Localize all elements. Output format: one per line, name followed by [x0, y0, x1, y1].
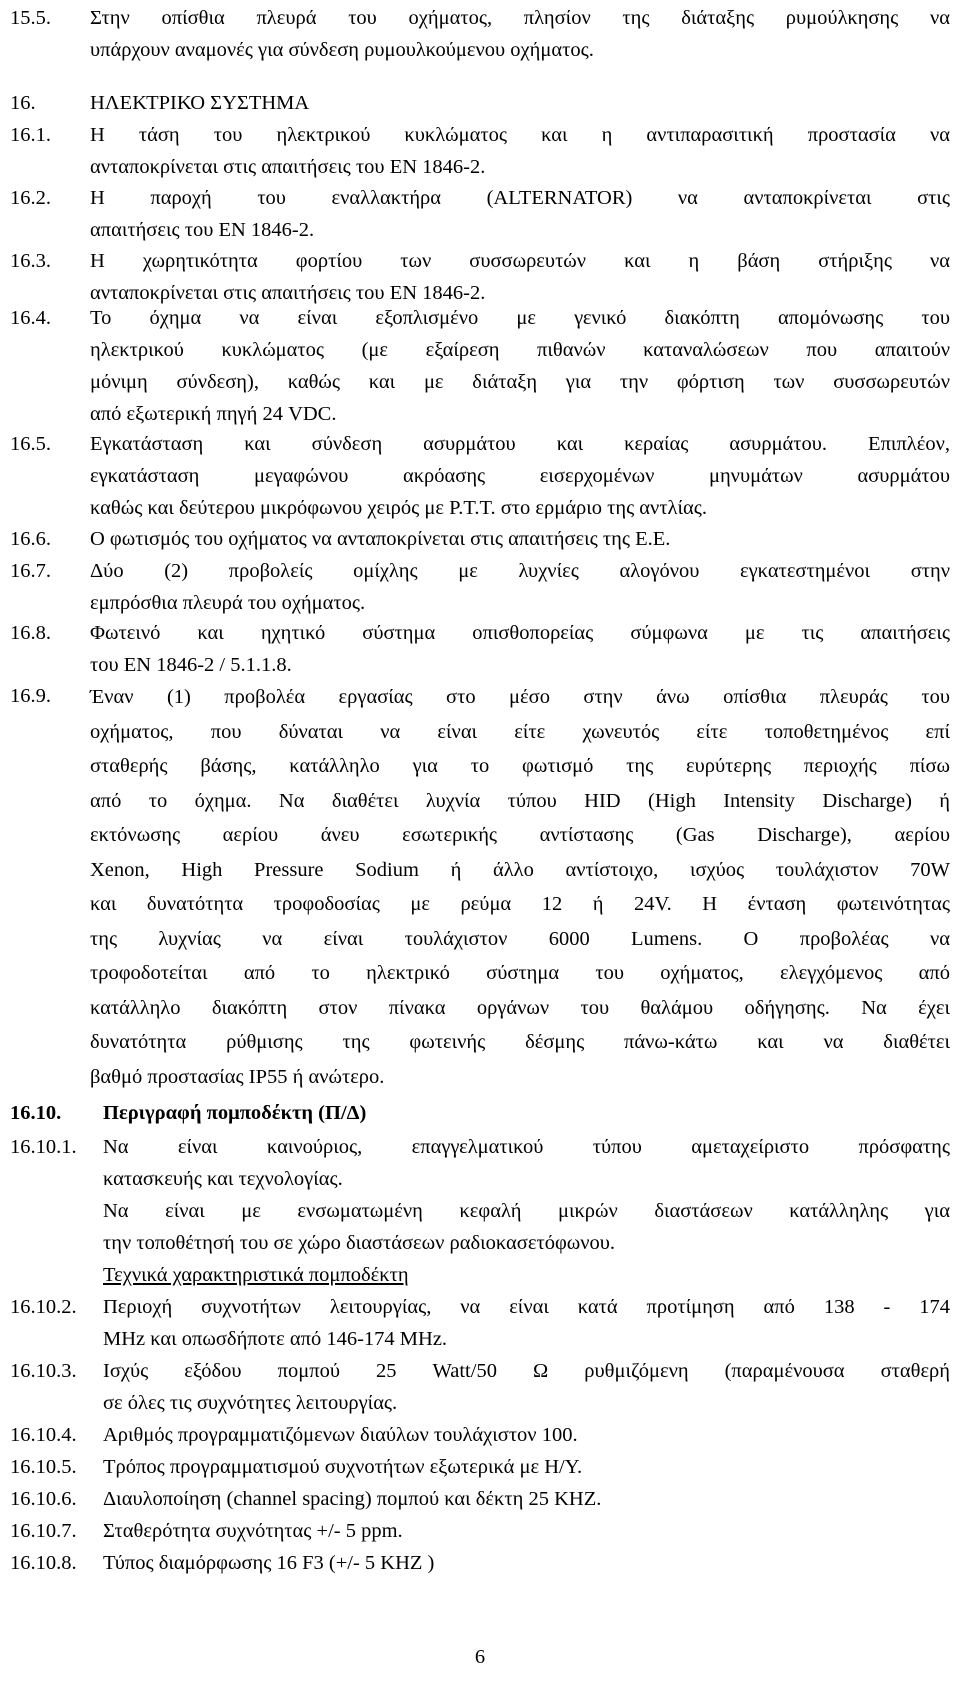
- text-line: Εγκατάσταση και σύνδεση ασυρμάτου και κεραίας ασυρμάτου. Επιπλέον,: [90, 433, 950, 455]
- item-number: 16.10.4.: [10, 1424, 77, 1446]
- item-text: [90, 523, 950, 555]
- item-text: [103, 1097, 950, 1129]
- item-number: 16.4.: [10, 307, 51, 329]
- text-line: βαθμό προστασίας IP55 ή ανώτερο.: [90, 1065, 385, 1088]
- text-line: εμπρόσθια πλευρά του οχήματος.: [90, 592, 366, 614]
- text-line: Ισχύς εξόδου πομπού 25 Watt/50 Ω ρυθμιζόμενη (παραμένουσα σταθερή: [103, 1360, 950, 1382]
- text-line: εκτόνωσης αερίου άνευ εσωτερικής αντίστασης (Gas Discharge), αερίου: [90, 824, 950, 846]
- item-text: [90, 87, 950, 119]
- text-line: Φωτεινό και ηχητικό σύστημα οπισθοπορείας σύμφωνα με τις απαιτήσεις: [90, 622, 950, 644]
- text-line: την τοποθέτησή του σε χώρο διαστάσεων ραδιοκασετόφωνου.: [103, 1232, 616, 1254]
- item-number: 16.3.: [10, 250, 51, 272]
- text-line: Xenon, High Pressure Sodium ή άλλο αντίστοιχο, ισχύος τουλάχιστον 70W: [90, 858, 950, 881]
- text-line: Έναν (1) προβολέα εργασίας στο μέσο στην άνω οπίσθια πλευράς του: [90, 686, 950, 708]
- item-number: 16.10.: [10, 1102, 62, 1124]
- text-line: Να είναι καινούριος, επαγγελματικού τύπου αμεταχείριστο πρόσφατης: [103, 1136, 950, 1158]
- item-text: [90, 617, 950, 681]
- item-number: 16.10.7.: [10, 1520, 77, 1542]
- text-line: Αριθμός προγραμματιζόμενων διαύλων τουλάχιστον 100.: [103, 1424, 578, 1446]
- text-line: καθώς και δεύτερου μικρόφωνου χειρός με Ρ.Τ.Τ. στο ερμάριο της αντλίας.: [90, 497, 707, 519]
- item-text: [90, 2, 950, 66]
- item-number: 16.10.5.: [10, 1456, 77, 1478]
- text-line: εγκατάσταση μεγαφώνου ακρόασης εισερχομένων μηνυμάτων ασυρμάτου: [90, 465, 950, 487]
- item-number: 16.10.6.: [10, 1488, 77, 1510]
- text-line: Δύο (2) προβολείς ομίχλης με λυχνίες αλογόνου εγκατεστημένοι στην: [90, 560, 950, 582]
- text-line: Το όχημα να είναι εξοπλισμένο με γενικό διακόπτη απομόνωσης του: [90, 307, 950, 329]
- item-text: [90, 182, 950, 246]
- item-number: 15.5.: [10, 7, 51, 29]
- item-number: 16.9.: [10, 685, 51, 707]
- item-text: [103, 1131, 950, 1291]
- section-heading: Περιγραφή πομποδέκτη (Π/Δ): [103, 1102, 367, 1124]
- text-line: Τύπος διαμόρφωσης 16 F3 (+/- 5 KHZ ): [103, 1552, 435, 1574]
- text-line: Σταθερότητα συχνότητας +/- 5 ppm.: [103, 1520, 403, 1542]
- item-number: 16.1.: [10, 124, 51, 146]
- text-line: σταθερής βάσης, κατάλληλο για το φωτισμό της ευρύτερης περιοχής πίσω: [90, 755, 950, 777]
- text-line: Περιοχή συχνοτήτων λειτουργίας, να είναι κατά προτίμηση από 138 - 174: [103, 1296, 950, 1318]
- item-text: [103, 1515, 950, 1547]
- text-line: δυνατότητα ρύθμισης της φωτεινής δέσμης πάνω-κάτω και να διαθέτει: [90, 1031, 950, 1053]
- text-line: και δυνατότητα τροφοδοσίας με ρεύμα 12 ή 24V. Η ένταση φωτεινότητας: [90, 893, 950, 915]
- item-number: 16.10.1.: [10, 1136, 77, 1158]
- text-line: ανταποκρίνεται στις απαιτήσεις του EN 1846-2.: [90, 156, 486, 178]
- text-line: της λυχνίας να είναι τουλάχιστον 6000 Lumens. Ο προβολέας να: [90, 927, 950, 950]
- item-text: [103, 1483, 950, 1515]
- item-number: 16.6.: [10, 528, 51, 550]
- subsection-heading: Τεχνικά χαρακτηριστικά πομποδέκτη: [103, 1264, 409, 1286]
- text-line: από το όχημα. Να διαθέτει λυχνία τύπου HID (High Intensity Discharge) ή: [90, 789, 950, 812]
- text-line: απαιτήσεις του EN 1846-2.: [90, 219, 315, 241]
- text-line: κατάλληλο διακόπτη στον πίνακα οργάνων του θαλάμου οδήγησης. Να έχει: [90, 996, 950, 1019]
- text-line: Στην οπίσθια πλευρά του οχήματος, πλησίον της διάταξης ρυμούλκησης να: [90, 7, 950, 29]
- text-line: Η τάση του ηλεκτρικού κυκλώματος και η αντιπαρασιτική προστασία να: [90, 124, 950, 146]
- text-line: MHz και οπωσδήποτε από 146-174 MHz.: [103, 1328, 448, 1350]
- item-text: [90, 302, 950, 430]
- text-line: τροφοδοτείται από το ηλεκτρικό σύστημα του οχήματος, ελεγχόμενος από: [90, 962, 950, 984]
- text-line: σε όλες τις συχνότητες λειτουργίας.: [103, 1392, 398, 1414]
- item-text: [90, 555, 950, 619]
- text-line: οχήματος, που δύναται να είναι είτε χωνευτός είτε τοποθετημένος επί: [90, 720, 950, 743]
- item-text: [90, 428, 950, 524]
- item-number: 16.10.2.: [10, 1296, 77, 1318]
- section-heading: ΗΛΕΚΤΡΙΚΟ ΣΥΣΤΗΜΑ: [90, 92, 310, 114]
- text-line: Διαυλοποίηση (channel spacing) πομπού και δέκτη 25 KHZ.: [103, 1488, 602, 1510]
- text-line: κατασκευής και τεχνολογίας.: [103, 1168, 343, 1190]
- item-number: 16.: [10, 92, 36, 114]
- text-line: μόνιμη σύνδεση), καθώς και με διάταξη για την φόρτιση των συσσωρευτών: [90, 371, 950, 393]
- item-number: 16.10.3.: [10, 1360, 77, 1382]
- text-line: Τρόπος προγραμματισμού συχνοτήτων εξωτερικά με Η/Υ.: [103, 1456, 583, 1478]
- item-number: 16.2.: [10, 187, 51, 209]
- text-line: υπάρχουν αναμονές για σύνδεση ρυμουλκούμενου οχήματος.: [90, 39, 594, 61]
- item-text: [103, 1355, 950, 1419]
- item-text: [90, 680, 950, 1094]
- item-number: 16.10.8.: [10, 1552, 77, 1574]
- item-text: [90, 245, 950, 309]
- item-text: [103, 1419, 950, 1451]
- item-number: 16.8.: [10, 622, 51, 644]
- page-number: 6: [474, 1646, 486, 1668]
- text-line: ανταποκρίνεται στις απαιτήσεις του EN 1846-2.: [90, 282, 486, 304]
- text-line: του EN 1846-2 / 5.1.1.8.: [90, 654, 292, 676]
- item-text: [103, 1451, 950, 1483]
- text-line: Να είναι με ενσωματωμένη κεφαλή μικρών διαστάσεων κατάλληλης για: [103, 1200, 950, 1222]
- text-line: ηλεκτρικού κυκλώματος (με εξαίρεση πιθανών καταναλώσεων που απαιτούν: [90, 339, 950, 361]
- item-text: [103, 1547, 950, 1579]
- item-number: 16.5.: [10, 433, 51, 455]
- text-line: Ο φωτισμός του οχήματος να ανταποκρίνεται στις απαιτήσεις της Ε.Ε.: [90, 528, 671, 550]
- item-text: [90, 119, 950, 183]
- item-text: [103, 1291, 950, 1355]
- text-line: Η χωρητικότητα φορτίου των συσσωρευτών και η βάση στήριξης να: [90, 250, 950, 272]
- item-number: 16.7.: [10, 560, 51, 582]
- text-line: Η παροχή του εναλλακτήρα (ALTERNATOR) να ανταποκρίνεται στις: [90, 187, 950, 209]
- text-line: από εξωτερική πηγή 24 VDC.: [90, 403, 337, 425]
